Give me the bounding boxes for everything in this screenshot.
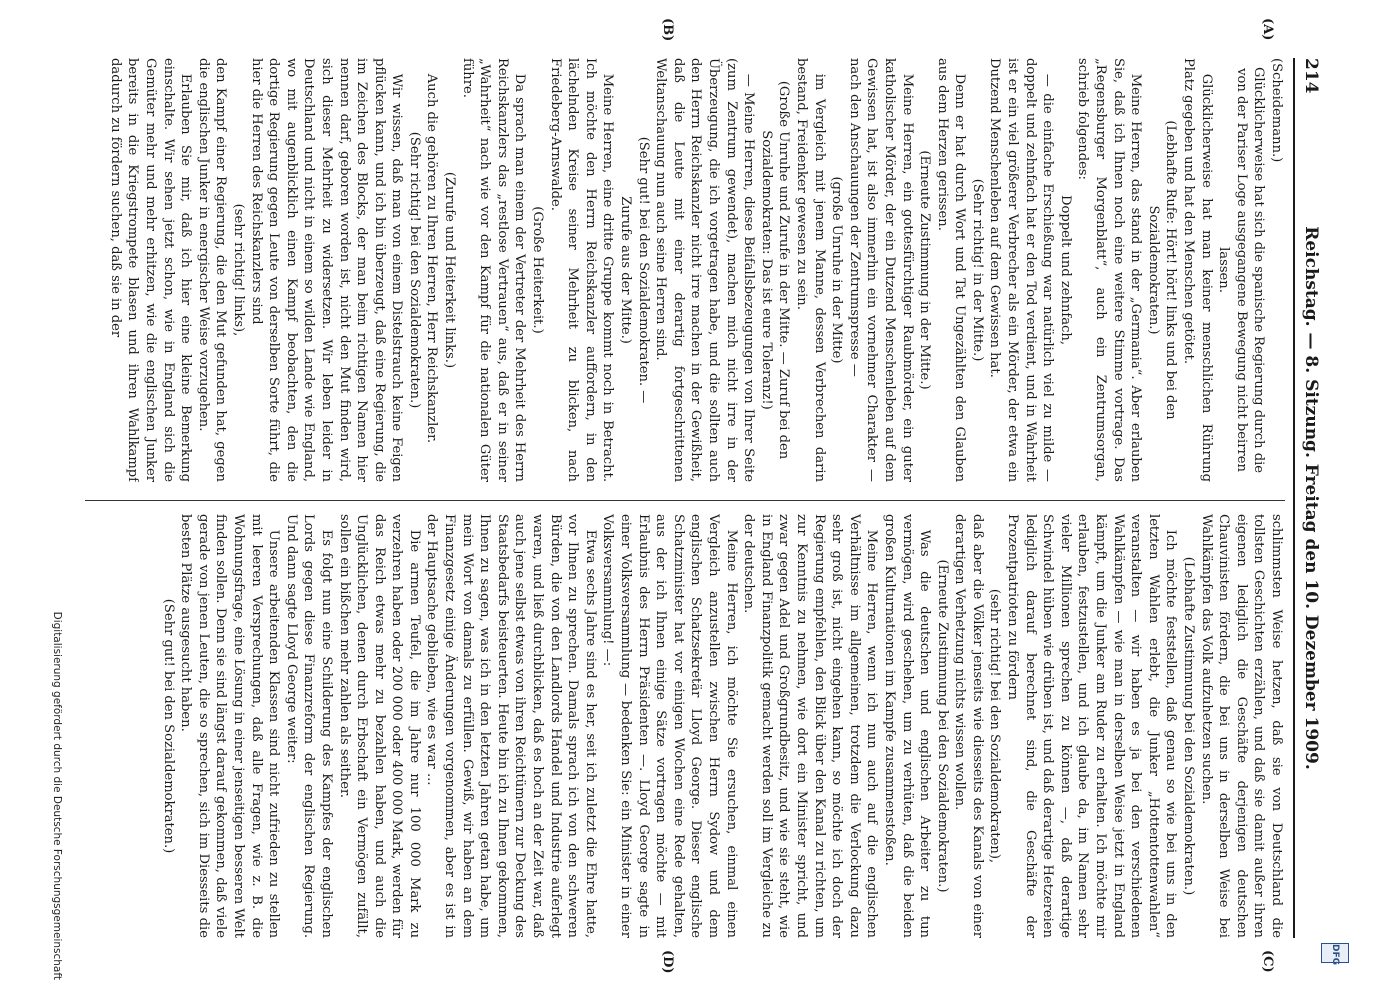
paragraph: (Zurufe und Heiterkeit links.) bbox=[442, 171, 458, 369]
paragraph: Etwa sechs Jahre sind es her, seit ich zuletzt die Ehre hatte, vor Ihnen zu sprechen. Damals sprach ich von den schweren Bürden, die von den Landlords Handel und Industrie auferlegt waren, und ließ durchblicken, daß es hoch an der Zeit war, daß auch jene selbst etwas von ihren Reichtümern zur Deckung des Staatsbedarfs beisteuerten. Heute bin ich zu Ihnen gekommen, Ihnen zu sagen, was ich in den letzten Jahren getan habe, um mein Wort von damals zu erfüllen. Gewiß, wir haben an dem Finanzgesetz einige Änderungen vorgenommen, aber es ist in der Hauptsache geblieben, wie es war ... bbox=[424, 514, 598, 938]
paragraph: Meine Herren, das stand in der „Germania“. Aber erlauben Sie, daß ich Ihnen noch eine weitere Stimme vortrage. Das „Regensburger Morgenblatt“, auch ein Zentrumsorgan, schrieb folgendes: bbox=[1075, 58, 1144, 482]
paragraph: Es folgt nun eine Schilderung des Kampfes der englischen Lords gegen diese Finanzreform der englischen Regierung. Und dann sagte Lloyd George weiter: bbox=[283, 514, 334, 938]
paragraph: Denn er hat durch Wort und Tat Ungezählten den Glauben aus dem Herzen gerissen. bbox=[934, 58, 968, 482]
paragraph: (Sehr richtig! bei den Sozialdemokraten.) bbox=[406, 131, 422, 409]
paragraph: (Lebhafte Zustimmung bei den Sozialdemokraten.) bbox=[1181, 556, 1197, 896]
paragraph: (Lebhafte Rufe: Hört! hört! links und bei den Sozialdemokraten.) bbox=[1145, 120, 1179, 420]
paragraph: — die einfache Erschießung war natürlich viel zu milde — doppelt und zehnfach hat er den Tod verdient, und in Wahrheit ist er ein viel größerer Verbrecher als ein Mörder, der etwa ein Dutzend Menschenleben auf dem Gewissen hat. bbox=[987, 58, 1056, 482]
paragraph: (sehr richtig! bei den Sozialdemokraten), bbox=[987, 588, 1003, 864]
margin-mark-c: (C) bbox=[1260, 950, 1275, 973]
paragraph: (Erneute Zustimmung bei den Sozialdemokraten.) bbox=[934, 559, 950, 893]
paragraph: Auch die gehören zu Ihren Herren, Herr Reichskanzler. bbox=[424, 73, 440, 444]
column-divider bbox=[85, 500, 1285, 501]
dfg-logo: DFG bbox=[1321, 943, 1349, 963]
left-text-column bbox=[85, 58, 1285, 482]
paragraph: Meine Herren, wenn ich nun auch auf die englischen Verhältnisse im allgemeinen, trotzdem die Verlockung dazu sehr groß ist, nicht eingehen kann, so möchte ich doch der Regierung empfehlen, den Blick über den Kanal zu richten, um zur Kenntnis zu nehmen, wie dort ein Minister spricht, und zwar gegen Adel und Großgrundbesitz, und wie sie steht, wie in England Finanzpolitik gemacht werden soll im Vergleiche zu der deutschen. bbox=[741, 514, 880, 938]
paragraph: schlimmsten Weise hetzen, daß sie von Deutschland die tollsten Geschichten erzählen, und daß sie damit außer ihren eigenen lediglich die Geschäfte derjenigen deutschen Chauvinisten fördern, die bei uns in derselben Weise bei Wahlkämpfen das Volk aufzuhetzen suchen. bbox=[1198, 514, 1284, 938]
paragraph: Was die deutschen und englischen Arbeiter zu tun vermögen, wird geschehen, um zu verhüten, daß die beiden großen Kulturnationen im Kampfe zusammenstoßen. bbox=[881, 514, 933, 938]
page-header bbox=[1293, 58, 1323, 938]
page-title: Reichstag. — 8. Sitzung. Freitag den 10. Dezember 1909. bbox=[1301, 226, 1321, 770]
paragraph: (Scheidemann.) bbox=[1269, 58, 1284, 163]
paragraph: Glücklicherweise hat sich die spanische Regierung durch die von der Pariser Loge ausgegangene Bewegung nicht beirren lassen. bbox=[1216, 66, 1267, 474]
paragraph: (Große Heiterkeit.) bbox=[530, 206, 546, 334]
paragraph: — Meine Herren, diese Beifallsbezeugungen von Ihrer Seite (zum Zentrum gewendet), machen mich nicht irre in der Überzeugung, die ich vorgetragen habe, und die sollten auch den Herrn Reichskanzler nicht irre machen in der Gewißheit, daß die Leute mit einer derartig fortgeschrittenen Weltanschauung nun auch seine Herren sind. bbox=[653, 58, 757, 482]
paragraph: Unsere arbeitenden Klassen sind nicht zufrieden zu stellen mit leeren Versprechungen, daß alle Fragen, wie z. B. die Wohnungsfrage, eine Lösung in einer jenseitigen besseren Welt finden sollen. Denn sie sind längst darauf gekommen, daß viele gerade von jenen Leuten, die so sprechen, sich im Diesseits die besten Plätze ausgesucht haben. bbox=[178, 514, 282, 938]
page-number: 214 bbox=[1301, 58, 1321, 94]
paragraph: Da sprach man einem der Vertreter der Mehrheit des Herrn Reichskanzlers das „restlose Vertrauen“ aus, daß er in seiner „Wahrheit“ nach wie vor den Kampf für die nationalen Güter führe. bbox=[459, 58, 528, 482]
paragraph: im Vergleich mit jenem Manne, dessen Verbrechen darin bestand, Freidenker gewesen zu sein. bbox=[793, 58, 827, 482]
paragraph: (sehr richtig! links), bbox=[230, 203, 246, 337]
paragraph: (große Unruhe in der Mitte) bbox=[829, 176, 845, 364]
paragraph: (Erneute Zustimmung in der Mitte.) bbox=[917, 150, 933, 390]
paragraph: Meine Herren, ein gottesfürchtiger Raubmörder, ein guter katholischer Mörder, der ein Dutzend Menschenleben auf dem Gewissen hat, ist also immerhin ein vornehmer Charakter — nach den Anschauungen der Zentrumspresse — bbox=[846, 58, 915, 482]
digitization-note: Digitalisierung gefördert durch die Deutsche Forschungsgemeinschaft bbox=[51, 611, 63, 980]
paragraph: Glücklicherweise hat man keiner menschlichen Rührung Platz gegeben und hat den Menschen getötet. bbox=[1181, 58, 1214, 482]
paragraph: (Große Unruhe und Zurufe in der Mitte. — Zuruf bei den Sozialdemokraten: Das ist eure Toleranz!) bbox=[758, 80, 792, 460]
paragraph: den Kampf einer Regierung, die den Mut gefunden hat, gegen die englischen Junker in energischer Weise vorzugehen. bbox=[195, 58, 229, 482]
paragraph: Meine Herren, ich möchte Sie ersuchen, einmal einen Vergleich anzustellen zwischen Herrn Sydow und dem englischen Schatzsekretär Lloyd George. Dieser englische Schatzminister hat vor einigen Wochen eine Rede gehalten, aus der ich Ihnen einige Sätze vortragen möchte — mit Erlaubnis des Herrn Präsidenten —. Lloyd George sagte in einer Volksversammlung — bedenken Sie: ein Minister in einer Volksversammlung! —: bbox=[600, 514, 739, 938]
paragraph: (Sehr gut! bei den Sozialdemokraten.) bbox=[160, 598, 176, 854]
paragraph: Meine Herren, eine dritte Gruppe kommt noch in Betracht. Ich möchte den Herrn Reichskanzler auffordern, in den lächelnden Kreise seiner Mehrheit zu blicken, nach Friedeberg-Arnswalde. bbox=[547, 58, 616, 482]
paragraph: daß aber die Völker jenseits wie diesseits des Kanals von einer derartigen Verhetzung nichts wissen wollen. bbox=[952, 514, 985, 938]
paragraph: Erlauben Sie mir, daß ich hier eine kleine Bemerkung einschalte. Wir sehen jetzt schon, wie in England sich die Gemüter mehr und mehr erhitzen, wie die englischen Junker bereits in die Kriegstrompete blasen und ihren Wahlkampf dadurch zu fördern suchen, daß sie in der bbox=[107, 58, 194, 482]
paragraph: Die armen Teufel, die im Jahre nur 100 000 Mark zu verzehren haben oder 200 000 oder 400 000 Mark, werden für das Reich etwas mehr zu bezahlen haben, und auch die Unglücklichen, denen durch Erbschaft ein Vermögen zufällt, sollen ein bißchen mehr zahlen als seither. bbox=[336, 514, 422, 938]
right-text-column bbox=[85, 514, 1285, 938]
paragraph: Ich möchte feststellen, daß genau so wie bei uns in den letzten Wahlen erlebt, die Junker „Hottentottenwahlen“ veranstalten — wir haben es ja bei den verschiedenen Wahlkämpfen — wie man in derselben Weise jetzt in England kämpft, um die Junker am Ruder zu erhalten. Ich möchte mir erlauben, festzustellen, und ich glaube da, im Namen sehr vieler Millionen sprechen zu können —, daß derartige Schwindel hüben wie drüben ist, und daß derartige Hetzereien lediglich darauf berechnet sind, die Geschäfte der Prozentpatrioten zu fördern bbox=[1005, 514, 1179, 938]
paragraph: Zurufe aus der Mitte.) bbox=[618, 196, 634, 344]
paragraph: Wir wissen, daß man von einem Distelstrauch keine Feigen pflücken kann, und ich bin überzeugt, daß eine Regierung, die im Zeichen des Blocks, der man beim richtigen Namen hier nennen darf, geboren worden ist, nicht den Mut finden wird, sich dieser Mehrheit zu widersetzen. Wir leben leider in Deutschland und nicht in einem so wilden Lande wie England, wo mit augenblicklich einen Kampf beobachten, den die dortige Regierung gegen Leute von derselben Sorte führt, die hier die Herren des Reichskanzlers sind bbox=[248, 58, 405, 482]
margin-mark-b: (B) bbox=[660, 18, 675, 42]
page-body bbox=[53, 18, 1323, 974]
margin-mark-d: (D) bbox=[660, 950, 675, 974]
paragraph: (Sehr gut! bei den Sozialdemokraten. — bbox=[635, 136, 651, 404]
margin-mark-a: (A) bbox=[1260, 18, 1275, 41]
paragraph: (Sehr richtig! in der Mitte.) bbox=[969, 178, 985, 362]
paragraph: Doppelt und zehnfach, bbox=[1057, 194, 1073, 345]
